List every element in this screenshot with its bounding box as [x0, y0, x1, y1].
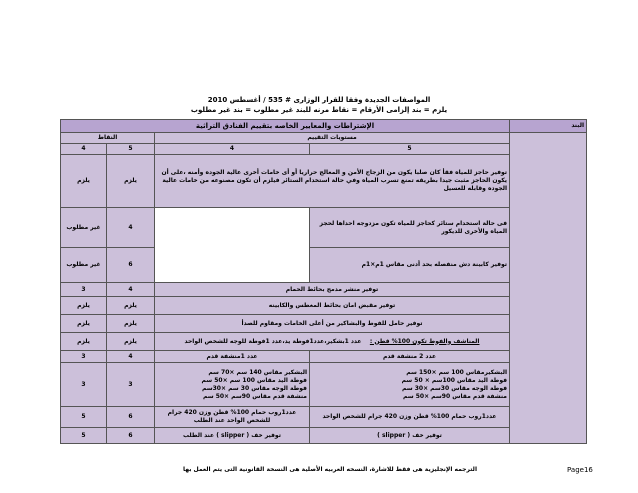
towel-sizes-level-5	[310, 363, 510, 407]
points-5: 6	[107, 428, 155, 444]
table-row	[61, 351, 587, 363]
bathrobe-level-4: عدد1روب حمام 100% قطن وزن 420 جرام للشخص الواحد عند الطلب	[155, 407, 310, 428]
evaluation-table	[60, 119, 587, 444]
towel-size-line: فوطة الوجه مقاس 30 سم ×30سم	[202, 384, 307, 392]
table-row	[61, 428, 587, 444]
table-row	[61, 363, 587, 407]
points-level-4: 4	[61, 144, 107, 155]
points-4: غير مطلوب	[61, 248, 107, 283]
points-5: يلزم	[107, 297, 155, 315]
slipper-level-4: توفير خف ( slipper ) عند الطلب	[155, 428, 310, 444]
points-4: يلزم	[61, 155, 107, 208]
points-4: 5	[61, 407, 107, 428]
requirement-text: توفير كابينة دش منفصله بحد أدنى مقاس 1م×1م	[310, 248, 510, 283]
towel-size-line: فوطة اليد مقاس 100سم × 50 سم	[401, 376, 508, 384]
table-row	[61, 208, 587, 248]
requirement-text: توفير منشر مدمج بحائط الحمام	[155, 283, 510, 297]
points-4: يلزم	[61, 315, 107, 333]
points-4: 3	[61, 351, 107, 363]
points-5: 3	[107, 363, 155, 407]
points-4: يلزم	[61, 333, 107, 351]
requirement-text: توفير مقبض امان بحائط المغطس والكابينه	[155, 297, 510, 315]
foot-towel-level-5: عدد 2 منشفة قدم	[310, 351, 510, 363]
table-subheader-row	[61, 133, 587, 144]
points-5: 6	[107, 248, 155, 283]
band-column-header: البند	[510, 120, 587, 133]
points-5: يلزم	[107, 155, 155, 208]
document-legend: يلزم = بند إلزامى الأرقام = نقاط مرنه للبند غير مطلوب = بند غير مطلوب	[190, 106, 448, 114]
points-4: يلزم	[61, 297, 107, 315]
table-row	[61, 315, 587, 333]
points-5: 4	[107, 351, 155, 363]
points-level-5: 5	[107, 144, 155, 155]
points-4: 3	[61, 363, 107, 407]
table-row	[61, 248, 587, 283]
requirement-text: توفير حامل للفوط والبشاكير من أعلى الخامات ومقاوم للصدأ	[155, 315, 510, 333]
points-5: يلزم	[107, 315, 155, 333]
table-title-row	[61, 120, 587, 133]
points-header: النقاط	[61, 133, 155, 144]
requirement-text: توفير حاجز للمياه فقأ كان صلبا يكون من الزجاج الأمن و المعالج حراريا أو أى خامات أخرى عالية الجوده وأمنه ،على أن يكون الحاجز مثبت جيدا بطريقه تمنع تسرب المياه وفي حالة استخدام الستائر فيلزم أن تكون مصنوعه من خامات عالية الجوده وقابله للغسيل	[155, 155, 510, 208]
points-4: 3	[61, 283, 107, 297]
document-heading: المواصفات الجديدة وفقا للقرار الوزارى # 535 / أغسطس 2010	[207, 96, 431, 104]
requirement-text	[155, 333, 510, 351]
points-5: 6	[107, 407, 155, 428]
towels-quantity-text: عدد 1بشكير،عدد1فوطة يد،عدد 1فوطة للوجه للشخص الواحد	[184, 337, 362, 345]
points-4: 5	[61, 428, 107, 444]
foot-towel-level-4: عدد 1منشفة قدم	[155, 351, 310, 363]
level-numbers-row	[61, 144, 587, 155]
table-row	[61, 407, 587, 428]
footer-note: الترجمه الإنجليزية هى فقط للاشارة، النسخه العربيه الأصلية هى النسخة القانونية التى يتم العمل بها	[182, 466, 477, 473]
table-row	[61, 333, 587, 351]
slipper-level-5: توفير خف ( slipper )	[310, 428, 510, 444]
towel-size-line: منشفة قدم مقاس 90سم ×50 سم	[202, 392, 307, 400]
towel-size-line: فوطة الوجه مقاس 30سم ×30 سم	[402, 384, 508, 392]
points-5: 4	[107, 283, 155, 297]
table-title: الإشتراطات والمعايير الخاصه بتقييم الفنادق التراثية	[61, 120, 510, 133]
towel-size-line: البشكيرمقاس 100 سم ×150 سم	[406, 368, 508, 376]
level-5-header: 5	[310, 144, 510, 155]
points-5: يلزم	[107, 333, 155, 351]
bathrobe-level-5: عدد1روب حمام 100% قطن وزن 420 جرام للشخص الواحد	[310, 407, 510, 428]
points-5: 4	[107, 208, 155, 248]
table-row	[61, 155, 587, 208]
band-column	[510, 133, 587, 444]
towel-size-line: البشكير مقاس 140 سم ×70 سم	[208, 368, 307, 376]
towel-size-line: منشفة قدم مقاس 90سم ×50 سم	[403, 392, 508, 400]
table-row	[61, 297, 587, 315]
table-row	[61, 283, 587, 297]
levels-header: مستويات التقييم	[155, 133, 510, 144]
towel-sizes-level-4	[155, 363, 310, 407]
page-number: Page16	[567, 466, 593, 474]
towel-size-line: فوطة اليد مقاس 100 سم ×50 سم	[201, 376, 307, 384]
level-4-header: 4	[155, 144, 310, 155]
towels-cotton-heading: المناشف والفوط تكون 100% قطن :	[369, 337, 480, 345]
points-4: غير مطلوب	[61, 208, 107, 248]
empty-level-4-cell	[155, 208, 310, 283]
requirement-text: فى حالة استخدام ستائر كحاجز للمياه تكون مزدوجه احداها لحجز المياه والأخرى للديكور	[310, 208, 510, 248]
